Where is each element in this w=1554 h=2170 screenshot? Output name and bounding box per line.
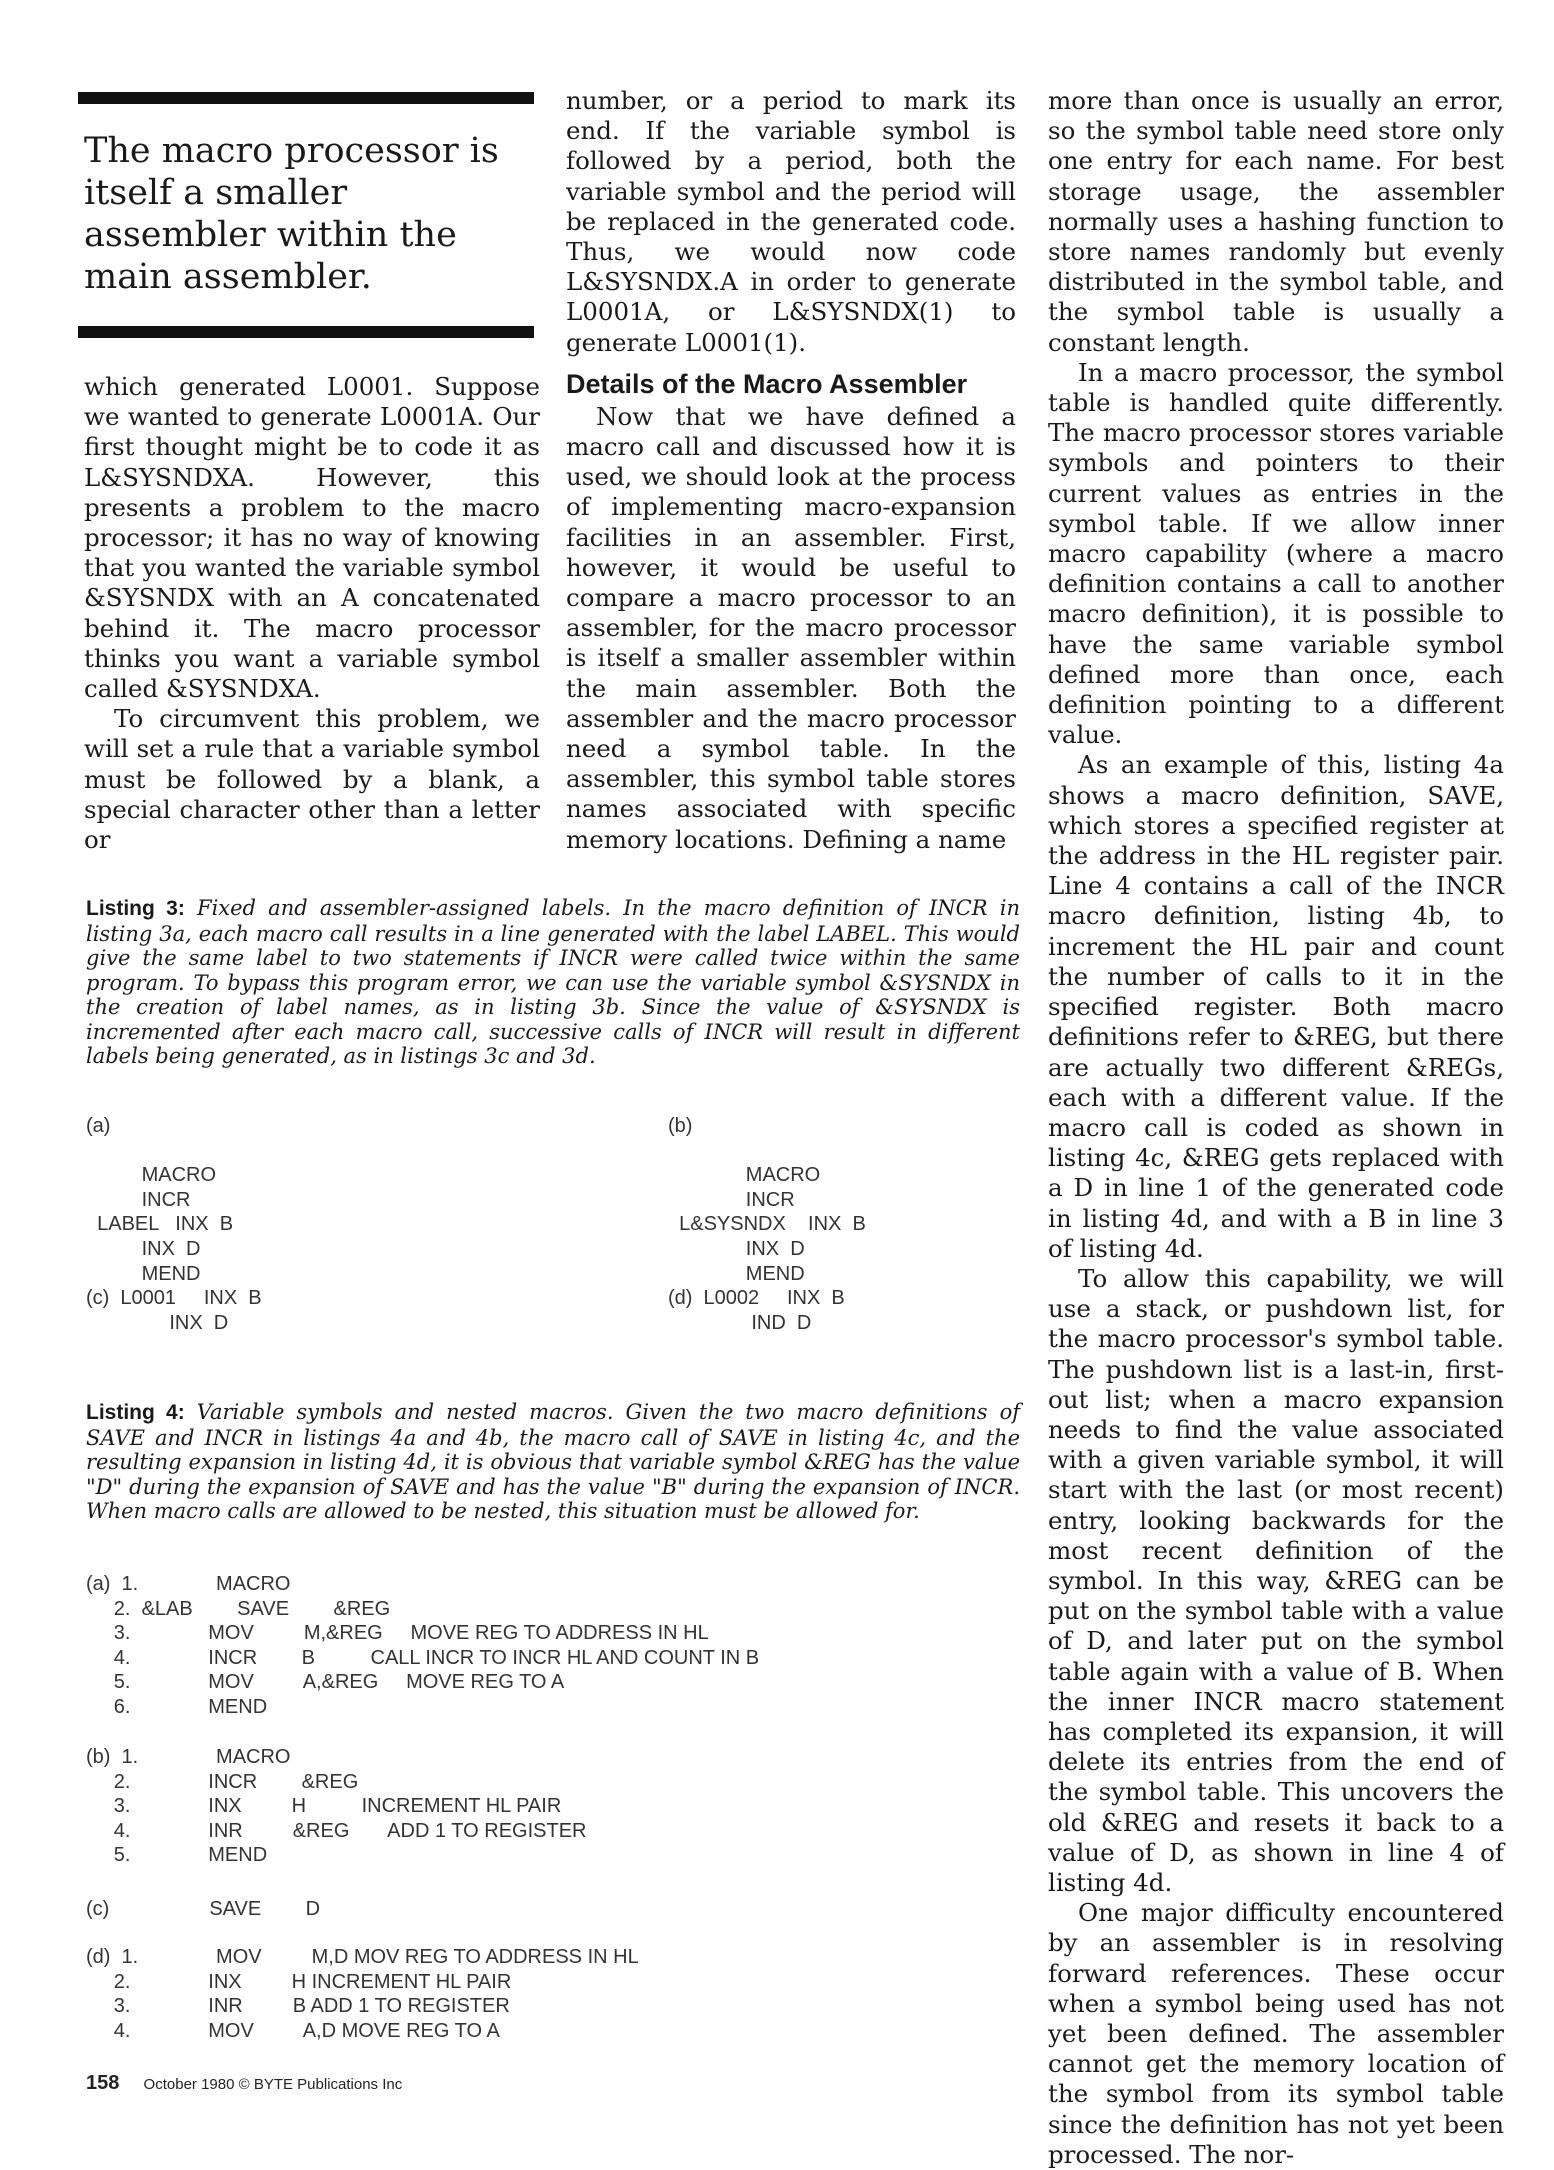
- paragraph: more than once is usually an error, so the symbol table need store only one entry for each name. For best storage usage, the assembler normally uses a hashing function to store names randomly but evenly distributed in the symbol table, and the symbol table is usually a constant length.: [1048, 86, 1504, 357]
- listing-4-caption: [86, 1400, 1020, 1524]
- listing-4c: (c) SAVE D: [86, 1898, 321, 1920]
- listing-3-label: Listing 3:: [86, 897, 185, 920]
- page-footer: [86, 2072, 402, 2095]
- paragraph: Now that we have defined a macro call and discussed how it is used, we should look at the process of implementing macro-expansion facilities in an assembler. First, however, it would be useful to compare a macro processor to an assembler, for the macro processor is itself a smaller assembler within the main assembler. Both the assembler and the macro processor need a symbol table. In the assembler, this symbol table stores names associated with specific memory locations. Defining a name: [566, 401, 1016, 854]
- listing-3-caption-text: Fixed and assembler-assigned labels. In the macro definition of INCR in listing 3a, each macro call results in a line generated with the label LABEL. This would give the same label to two statements if INCR were called twice within the same program. To bypass this program error, we can use the variable symbol &SYSNDX in the creation of label names, as in listing 3b. Since the value of &SYSNDX is incremented after each macro call, successive calls of INCR will result in different labels being generated, as in listings 3c and 3d.: [86, 896, 1020, 1068]
- listing-3-caption: [86, 896, 1020, 1069]
- paragraph: To circumvent this problem, we will set a rule that a variable symbol must be followed by a blank, a special character other than a letter or: [84, 704, 540, 855]
- pull-quote: [78, 92, 534, 338]
- footer-credit: October 1980 © BYTE Publications Inc: [143, 2076, 403, 2093]
- page-number: 158: [86, 2072, 120, 2094]
- paragraph: One major difficulty encountered by an assembler is in resolving forward references. These occur when a symbol being used has not yet been defined. The assembler cannot get the memory location of the symbol from its symbol table since the definition has not yet been processed. The nor-: [1048, 1898, 1504, 2169]
- paragraph: In a macro processor, the symbol table is handled quite differently. The macro processor stores variable symbols and pointers to their current values as entries in the symbol table. If we allow inner macro capability (where a macro definition contains a call to another macro definition), it is possible to have the same variable symbol defined more than once, each definition pointing to a different value.: [1048, 357, 1504, 750]
- listing-3a: (a) MACRO INCR LABEL INX B INX D MEND: [86, 1115, 234, 1285]
- paragraph: To allow this capability, we will use a stack, or pushdown list, for the macro processor's symbol table. The pushdown list is a last-in, first-out list; when a macro expansion needs to find the value associated with a given variable symbol, it will start with the last (or most recent) entry, looking backwards for the most recent definition of the symbol. In this way, &REG can be put on the symbol table with a value of D, and later put on the symbol table again with a value of B. When the inner INCR macro statement has completed its expansion, it will delete its entries from the end of the symbol table. This uncovers the old &REG and resets it back to a value of D, as shown in line 4 of listing 4d.: [1048, 1263, 1504, 1897]
- listing-3c: (c) L0001 INX B INX D: [86, 1287, 262, 1334]
- paragraph: which generated L0001. Suppose we wanted to generate L0001A. Our first thought might be to code it as L&SYSNDXA. However, this presents a problem to the macro processor; it has no way of knowing that you wanted the variable symbol &SYSNDX with an A concatenated behind it. The macro processor thinks you want a variable symbol called &SYSNDXA.: [84, 372, 540, 704]
- listing-4-caption-text: Variable symbols and nested macros. Given the two macro definitions of SAVE and INCR in listings 4a and 4b, the macro call of SAVE in listing 4c, and the resulting expansion in listing 4d, it is obvious that variable symbol &REG has the value "D" during the expansion of SAVE and has the value "B" during the expansion of INCR. When macro calls are allowed to be nested, this situation must be allowed for.: [86, 1400, 1020, 1523]
- listing-4b: (b) 1. MACRO 2. INCR &REG 3. INX H INCREMENT HL PAIR 4. INR &REG ADD 1 TO REGISTER 5. MEND: [86, 1746, 587, 1867]
- paragraph: number, or a period to mark its end. If the variable symbol is followed by a period, both the variable symbol and the period will be replaced in the generated code. Thus, we would now code L&SYSNDX.A in order to generate L0001A, or L&SYSNDX(1) to generate L0001(1).: [566, 86, 1016, 357]
- listing-3b: (b) MACRO INCR L&SYSNDX INX B INX D MEND: [668, 1115, 866, 1285]
- pull-quote-bottom-rule: [78, 326, 534, 338]
- listing-4-label: Listing 4:: [86, 1401, 185, 1424]
- pull-quote-top-rule: [78, 92, 534, 104]
- listing-3d: (d) L0002 INX B IND D: [668, 1287, 845, 1334]
- listing-4a: (a) 1. MACRO 2. &LAB SAVE &REG 3. MOV M,&REG MOVE REG TO ADDRESS IN HL 4. INCR B CALL INCR TO INCR HL AND COUNT IN B 5. MOV A,&REG MOVE REG TO A 6. MEND: [86, 1573, 760, 1718]
- column-1: [84, 372, 540, 855]
- column-2: [566, 86, 1016, 855]
- pull-quote-text: The macro processor is itself a smaller assembler within the main assembler.: [84, 131, 499, 297]
- paragraph: As an example of this, listing 4a shows a macro definition, SAVE, which stores a specified register at the address in the HL register pair. Line 4 contains a call of the INCR macro definition, listing 4b, to increment the HL pair and count the number of calls to it in the specified register. Both macro definitions refer to &REG, but there are actually two different &REGs, each with a different value. If the macro call is coded as shown in listing 4c, &REG gets replaced with a D in line 1 of the generated code in listing 4d, and with a B in line 3 of listing 4d.: [1048, 750, 1504, 1263]
- listing-4d: (d) 1. MOV M,D MOV REG TO ADDRESS IN HL 2. INX H INCREMENT HL PAIR 3. INR B ADD 1 TO REGISTER 4. MOV A,D MOVE REG TO A: [86, 1946, 639, 2042]
- column-3: [1048, 86, 1504, 2170]
- section-heading: Details of the Macro Assembler: [566, 368, 968, 399]
